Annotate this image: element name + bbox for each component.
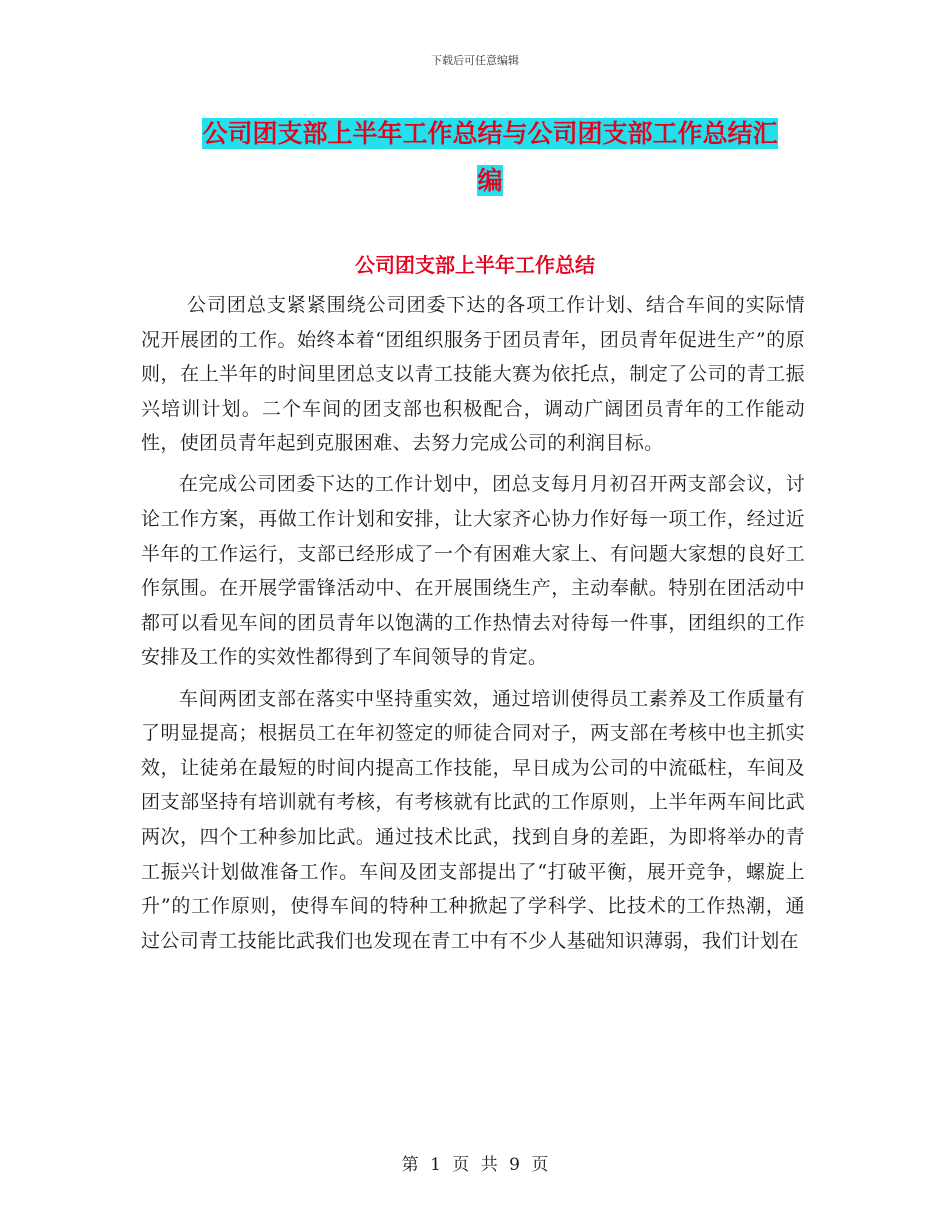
page-number-footer: 第 1 页 共 9 页	[401, 1155, 549, 1175]
paragraph-1: 公司团总支紧紧围绕公司团委下达的各项工作计划、结合车间的实际情况开展团的工作。始终本着“团组织服务于团员青年，团员青年促进生产”的原则，在上半年的时间里团总支以青工技能大赛为依托点，制定了公司的青工振兴培训计划。二个车间的团支部也积极配合，调动广阔团员青年的工作能动性，使团员青年起到克服困难、去努力完成公司的利润目标。	[141, 294, 805, 455]
document-title-line-2: 编	[477, 166, 503, 195]
document-title-line-1: 公司团支部上半年工作总结与公司团支部工作总结汇	[202, 119, 778, 148]
page-header-note: 下载后可任意编辑	[431, 54, 519, 67]
paragraph-2: 在完成公司团委下达的工作计划中，团总支每月月初召开两支部会议，讨论工作方案，再做工作计划和安排，让大家齐心协力作好每一项工作，经过近半年的工作运行，支部已经形成了一个有困难大家上、有问题大家想的良好工作氛围。在开展学雷锋活动中、在开展围绕生产，主动奉献。特别在团活动中都可以看见车间的团员青年以饱满的工作热情去对待每一件事，团组织的工作安排及工作的实效性都得到了车间领导的肯定。	[141, 473, 805, 669]
document-title	[170, 110, 810, 204]
paragraph-3: 车间两团支部在落实中坚持重实效，通过培训使得员工素养及工作质量有了明显提高；根据员工在年初签定的师徒合同对子，两支部在考核中也主抓实效，让徒弟在最短的时间内提高工作技能，早日成为公司的中流砥柱，车间及团支部坚持有培训就有考核，有考核就有比武的工作原则，上半年两车间比武两次，四个工种参加比武。通过技术比武，找到自身的差距，为即将举办的青工振兴计划做准备工作。车间及团支部提出了“打破平衡，展开竞争，螺旋上升”的工作原则，使得车间的特种工种掀起了学科学、比技术的工作热潮，通过公司青工技能比武我们也发现在青工中有不少人基础知识薄弱，我们计划在	[141, 687, 805, 952]
section-title: 公司团支部上半年工作总结	[355, 253, 595, 277]
document-body	[141, 288, 805, 958]
